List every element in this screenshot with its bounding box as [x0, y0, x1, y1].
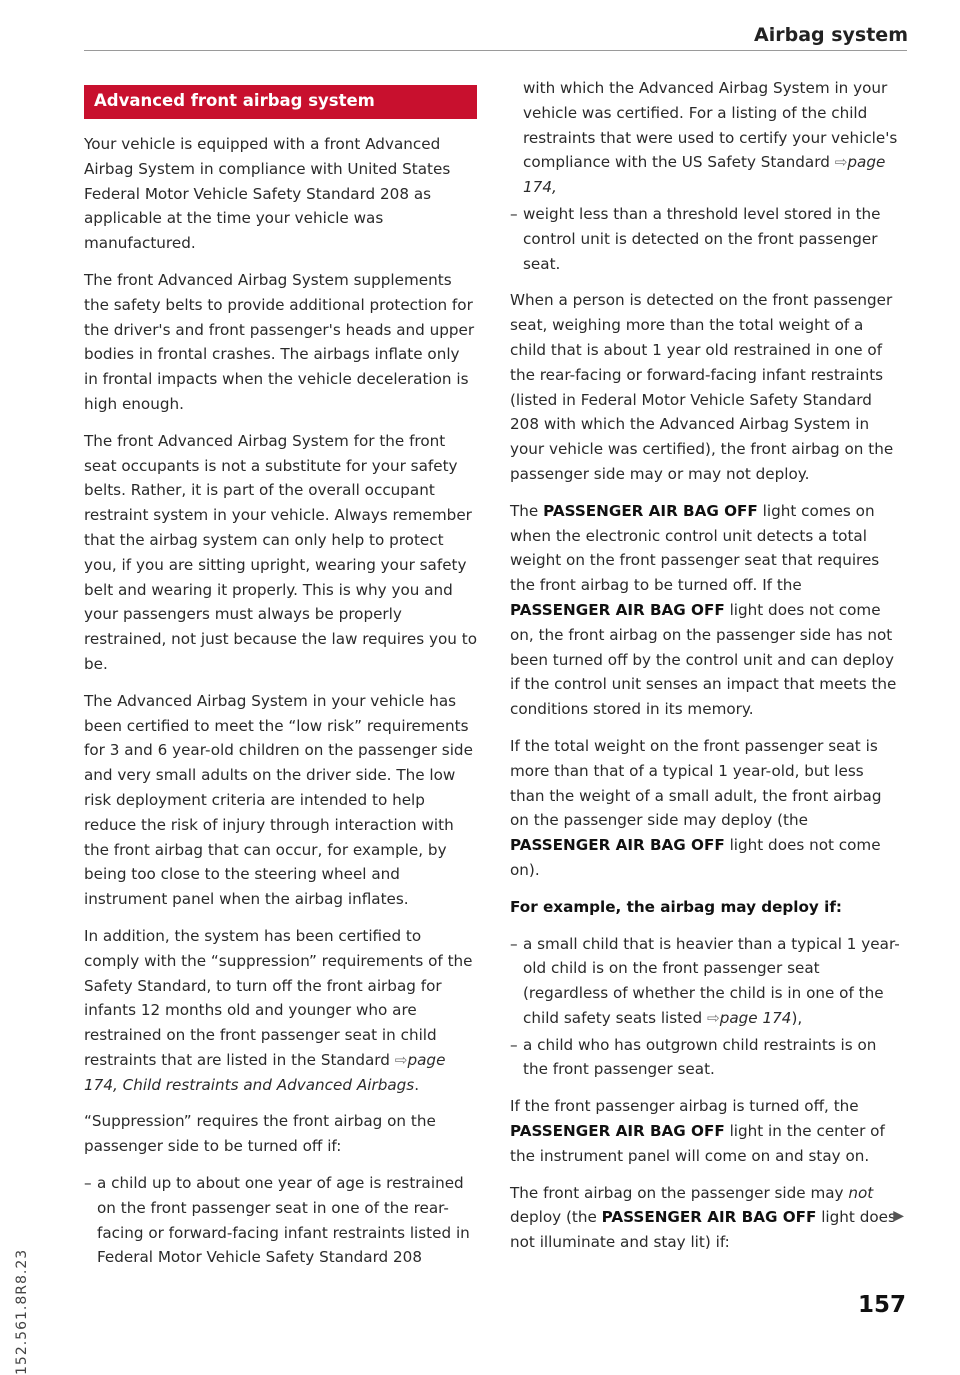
paragraph: When a person is detected on the front passenger seat, weighing more than the total weight of a child that is about 1 year old restrained in one of the rear-facing or forward-facing infant restraints (listed in Federal Motor Vehicle Safety Standard 208 with which the Advanced Airbag System in your vehicle was certified), the front airbag on the passenger side may or may not deploy. [510, 291, 894, 483]
paragraph-text: light does not illuminate and stay lit) if: [510, 1208, 896, 1252]
continue-arrow-icon: ▶ [893, 1208, 904, 1224]
paragraph [510, 1181, 903, 1255]
list-item [510, 932, 903, 1031]
indicator-name: PASSENGER AIR BAG OFF [510, 836, 725, 855]
paragraph-text: light comes on when the electronic control unit detects a total weight on the front passenger seat that requires the front airbag to be turned off. If the [510, 501, 880, 595]
paragraph-text: The [510, 501, 539, 520]
cross-reference-arrow-icon: ⇨ [394, 1050, 408, 1069]
punctuation: ), [791, 1008, 803, 1027]
cross-reference-arrow-icon: ⇨ [834, 153, 848, 172]
paragraph-text: light does not come on). [510, 836, 881, 879]
list-item-continued [510, 76, 903, 200]
section-title: Advanced front airbag system [84, 85, 477, 119]
indicator-name: PASSENGER AIR BAG OFF [510, 1122, 725, 1141]
indicator-name: PASSENGER AIR BAG OFF [543, 501, 758, 520]
list-item [510, 202, 903, 276]
right-column [510, 76, 903, 1267]
paragraph-text: light in the center of the instrument panel will come on and stay on. [510, 1122, 885, 1165]
paragraph [510, 734, 903, 883]
list-item-text: a child up to about one year of age is restrained on the front passenger seat in one of the rear-facing or forward-facing infant restraints listed in Federal Motor Vehicle Safety Standard 208 [97, 1174, 470, 1267]
header-rule [84, 50, 907, 51]
list-item-text: weight less than a threshold level stored in the control unit is detected on the front passenger seat. [523, 204, 881, 273]
bullet-dash: – [510, 934, 518, 953]
cross-reference-link[interactable]: page 174, Child restraints and Advanced Airbags [84, 1050, 446, 1094]
paragraph [84, 924, 477, 1098]
list-item [84, 1171, 477, 1270]
cross-reference-link[interactable]: page 174 [523, 153, 886, 197]
emphasis: not [848, 1183, 874, 1202]
paragraph-text: The front airbag on the passenger side may [510, 1183, 844, 1202]
paragraph-text: If the front passenger airbag is turned off, the [510, 1097, 859, 1116]
paragraph-text: If the total weight on the front passenger seat is more than that of a typical 1 year-old, but less than the weight of a small adult, the front airbag on the passenger side may deploy (the [510, 736, 882, 830]
indicator-name: PASSENGER AIR BAG OFF [510, 600, 725, 619]
page-number: 157 [857, 1292, 906, 1318]
paragraph-text: deploy (the [510, 1208, 597, 1227]
subheading: For example, the airbag may deploy if: [510, 897, 843, 916]
list-item [510, 1033, 903, 1083]
running-head: Airbag system [754, 24, 908, 46]
cross-reference-arrow-icon: ⇨ [706, 1008, 720, 1027]
list-item-text: a small child that is heavier than a typical 1 year-old child is on the front passenger seat (regardless of whether the child is in one of the child safety seats listed [523, 934, 900, 1027]
paragraph: The front Advanced Airbag System for the front seat occupants is not a substitute for your safety belts. Rather, it is part of the overall occupant restraint system in your vehicle. Always remember that the airbag system can only help to protect you, if you are sitting upright, wearing your safety belt and wearing it properly. This is why you and your passengers must always be properly restrained, not just because the law requires you to be. [84, 431, 477, 673]
paragraph: Your vehicle is equipped with a front Advanced Airbag System in compliance with United States Federal Motor Vehicle Safety Standard 208 as applicable at the time your vehicle was manufactured. [84, 135, 451, 253]
indicator-name: PASSENGER AIR BAG OFF [601, 1208, 817, 1227]
bullet-dash: – [510, 1035, 518, 1054]
paragraph: The front Advanced Airbag System supplements the safety belts to provide additional protection for the driver's and front passenger's heads and upper bodies in frontal crashes. The airbags inflate only in frontal impacts when the vehicle deceleration is high enough. [84, 270, 475, 413]
paragraph-text: light does not come on, the front airbag on the passenger side has not been turned off by the control unit and can deploy if the control unit senses an impact that meets the conditions stored in its memory. [510, 600, 897, 719]
paragraph-text: In addition, the system has been certified to comply with the “suppression” requirements of the Safety Standard, to turn off the front airbag for infants 12 months old and younger who are restrained on the front passenger seat in child restraints that are listed in the Standard [84, 926, 473, 1069]
paragraph: “Suppression” requires the front airbag on the passenger side to be turned off if: [84, 1112, 436, 1156]
paragraph [510, 499, 903, 722]
left-column [84, 85, 477, 1272]
punctuation: . [414, 1075, 420, 1094]
paragraph: The Advanced Airbag System in your vehicle has been certified to meet the “low risk” requirements for 3 and 6 year-old children on the passenger side and very small adults on the driver side. The low risk deployment criteria are intended to help reduce the risk of injury through interaction with the front airbag that can occur, for example, by being too close to the steering wheel and instrument panel when the airbag inflates. [84, 691, 473, 909]
bullet-dash: – [84, 1174, 92, 1193]
document-code: 152.561.8R8.23 [14, 1248, 30, 1375]
punctuation: , [552, 178, 557, 197]
cross-reference-link[interactable]: page 174 [719, 1008, 792, 1027]
bullet-dash: – [510, 204, 518, 223]
list-item-text: with which the Advanced Airbag System in your vehicle was certified. For a listing of the child restraints that were used to certify your vehicle's compliance with the US Safety Standard [523, 79, 898, 172]
paragraph [510, 1094, 903, 1168]
list-item-text: a child who has outgrown child restraints is on the front passenger seat. [523, 1035, 877, 1079]
